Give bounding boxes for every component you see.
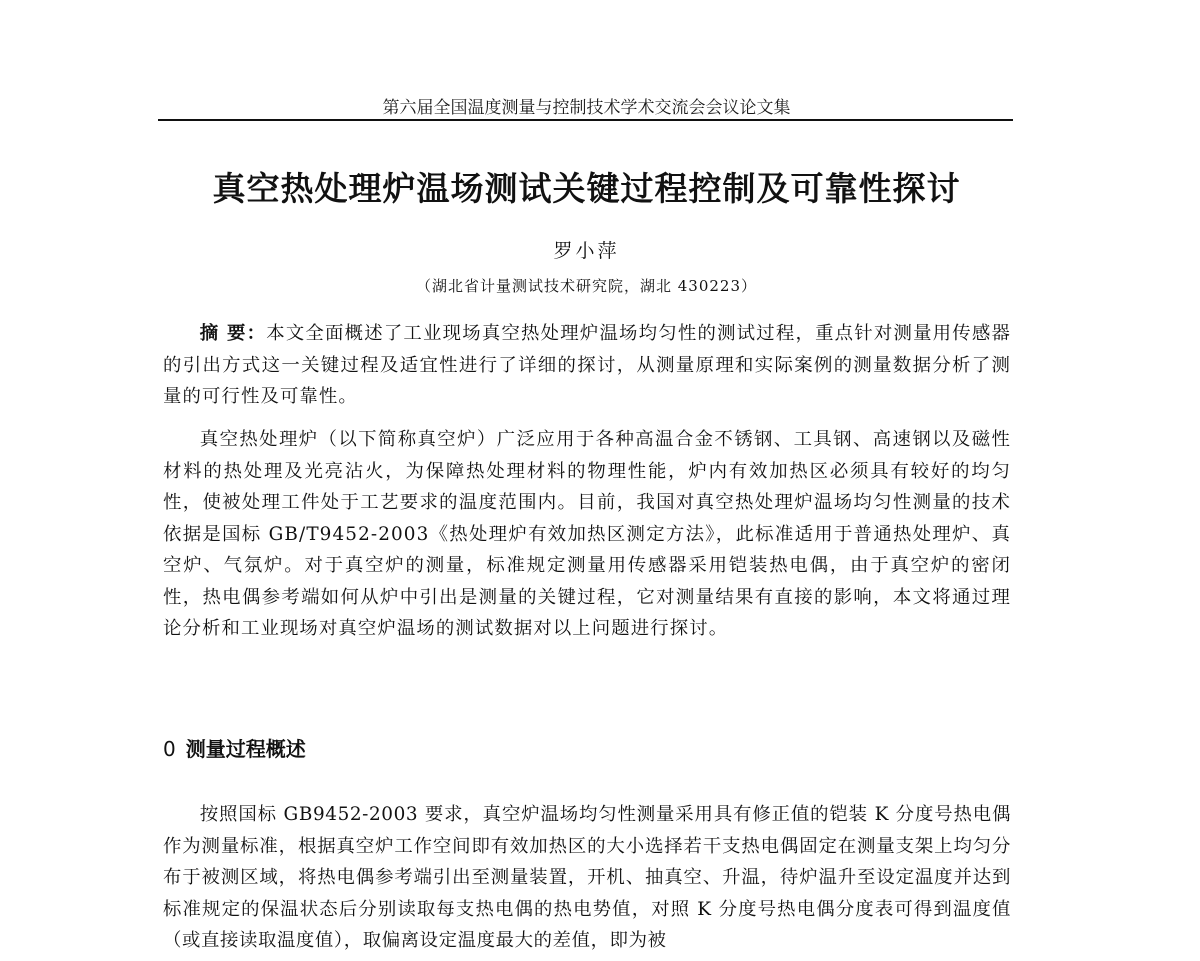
abstract-label: 摘 要： bbox=[199, 323, 267, 344]
intro-paragraph: 真空热处理炉（以下简称真空炉）广泛应用于各种高温合金不锈钢、工具钢、高速钢以及磁性材料的热处理及光亮沾火，为保障热处理材料的物理性能，炉内有效加热区必须具有较好的均匀性，使被处理工件处于工艺要求的温度范围内。目前，我国对真空热处理炉温场均匀性测量的技术依据是国标 GB/T9452-2003《热处理炉有效加热区测定方法》，此标准适用于普通热处理炉、真空炉、气氛炉。对于真空炉的测量，标准规定测量用传感器采用铠装热电偶，由于真空炉的密闭性，热电偶参考端如何从炉中引出是测量的关键过程，它对测量结果有直接的影响，本文将通过理论分析和工业现场对真空炉温场的测试数据对以上问题进行探讨。 bbox=[163, 429, 1011, 639]
abstract-text: 本文全面概述了工业现场真空热处理炉温场均匀性的测试过程，重点针对测量用传感器的引出方式这一关键过程及适宜性进行了详细的探讨，从测量原理和实际案例的测量数据分析了测量的可行性及可靠性。 bbox=[163, 323, 1011, 407]
author-name: 罗小萍 bbox=[553, 240, 620, 262]
section-title: 测量过程概述 bbox=[185, 737, 306, 761]
section-heading bbox=[163, 733, 306, 762]
header-rule bbox=[158, 119, 1013, 121]
section-paragraph: 按照国标 GB9452-2003 要求，真空炉温场均匀性测量采用具有修正值的铠装 K 分度号热电偶作为测量标准，根据真空炉工作空间即有效加热区的大小选择若干支热电偶固定在测量支架上均匀分布于被测区域，将热电偶参考端引出至测量装置，开机、抽真空、升温，待炉温升至设定温度并达到标准规定的保温状态后分别读取每支热电偶的热电势值，对照 K 分度号热电偶分度表可得到温度值（或直接读取温度值），取偏离设定温度最大的差值，即为被 bbox=[163, 804, 1011, 951]
section-number: 0 bbox=[163, 737, 176, 761]
paper-title: 真空热处理炉温场测试关键过程控制及可靠性探讨 bbox=[212, 169, 961, 208]
abstract-paragraph bbox=[163, 318, 1011, 413]
author-affiliation: （湖北省计量测试技术研究院，湖北 430223） bbox=[415, 277, 758, 295]
running-header: 第六届全国温度测量与控制技术学术交流会会议论文集 bbox=[382, 98, 791, 118]
